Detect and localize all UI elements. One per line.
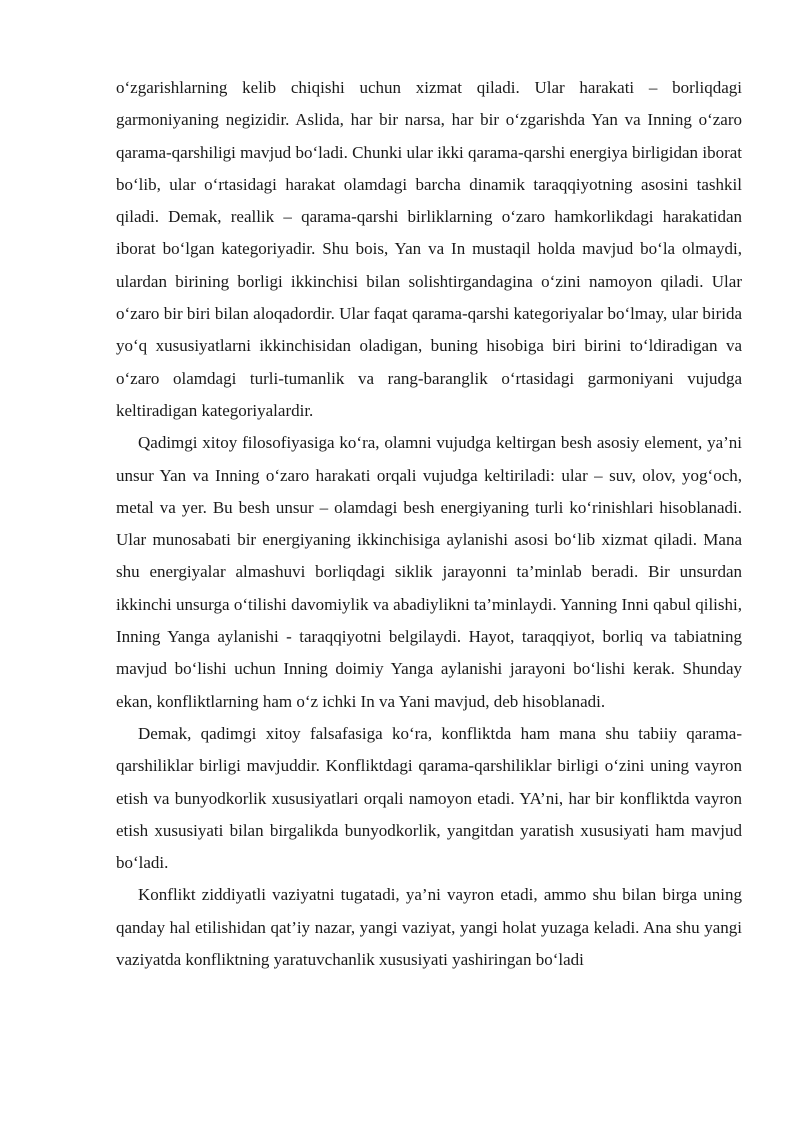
- document-page: [116, 72, 742, 976]
- paragraph: o‘zgarishlarning kelib chiqishi uchun xizmat qiladi. Ular harakati – borliqdagi garmoniyaning negizidir. Aslida, har bir narsa, har bir o‘zgarishda Yan va Inning o‘zaro qarama-qarshiligi mavjud bo‘ladi. Chunki ular ikki qarama-qarshi energiya birligidan iborat bo‘lib, ular o‘rtasidagi harakat olamdagi barcha dinamik taraqqiyotning asosini tashkil qiladi. Demak, reallik – qarama-qarshi birliklarning o‘zaro hamkorlikdagi harakatidan iborat bo‘lgan kategoriyadir. Shu bois, Yan va In mustaqil holda mavjud bo‘la olmaydi, ulardan birining borligi ikkinchisi bilan solishtirgandagina o‘zini namoyon qiladi. Ular o‘zaro bir biri bilan aloqadordir. Ular faqat qarama-qarshi kategoriyalar bo‘lmay, ular birida yo‘q xususiyatlarni ikkinchisidan oladigan, buning hisobiga biri birini to‘ldiradigan va o‘zaro olamdagi turli-tumanlik va rang-baranglik o‘rtasidagi garmoniyani vujudga keltiradigan kategoriyalardir.: [116, 78, 742, 420]
- paragraph: Qadimgi xitoy filosofiyasiga ko‘ra, olamni vujudga keltirgan besh asosiy element, ya’ni unsur Yan va Inning o‘zaro harakati orqali vujudga keltiriladi: ular – suv, olov, yog‘och, metal va yer. Bu besh unsur – olamdagi besh energiyaning turli ko‘rinishlari hisoblanadi. Ular munosabati bir energiyaning ikkinchisiga aylanishi asosi bo‘lib xizmat qiladi. Mana shu energiyalar almashuvi borliqdagi siklik jarayonni ta’minlab beradi. Bir unsurdan ikkinchi unsurga o‘tilishi davomiylik va abadiylikni ta’minlaydi. Yanning Inni qabul qilishi, Inning Yanga aylanishi - taraqqiyotni belgilaydi. Hayot, taraqqiyot, borliq va tabiatning mavjud bo‘lishi uchun Inning doimiy Yanga aylanishi jarayoni bo‘lishi kerak. Shunday ekan, konfliktlarning ham o‘z ichki In va Yani mavjud, deb hisoblanadi.: [116, 433, 742, 711]
- paragraph: Demak, qadimgi xitoy falsafasiga ko‘ra, konfliktda ham mana shu tabiiy qarama-qarshiliklar birligi mavjuddir. Konfliktdagi qarama-qarshiliklar birligi o‘zini uning vayron etish va bunyodkorlik xususiyatlari orqali namoyon etadi. YA’ni, har bir konfliktda vayron etish xususiyati bilan birgalikda bunyodkorlik, yangitdan yaratish xususiyati ham mavjud bo‘ladi.: [116, 723, 742, 873]
- paragraph: Konflikt ziddiyatli vaziyatni tugatadi, ya’ni vayron etadi, ammo shu bilan birga uning qanday hal etilishidan qat’iy nazar, yangi vaziyat, yangi holat yuzaga keladi. Ana shu yangi vaziyatda konfliktning yaratuvchanlik xususiyati yashiringan bo‘ladi: [116, 885, 742, 970]
